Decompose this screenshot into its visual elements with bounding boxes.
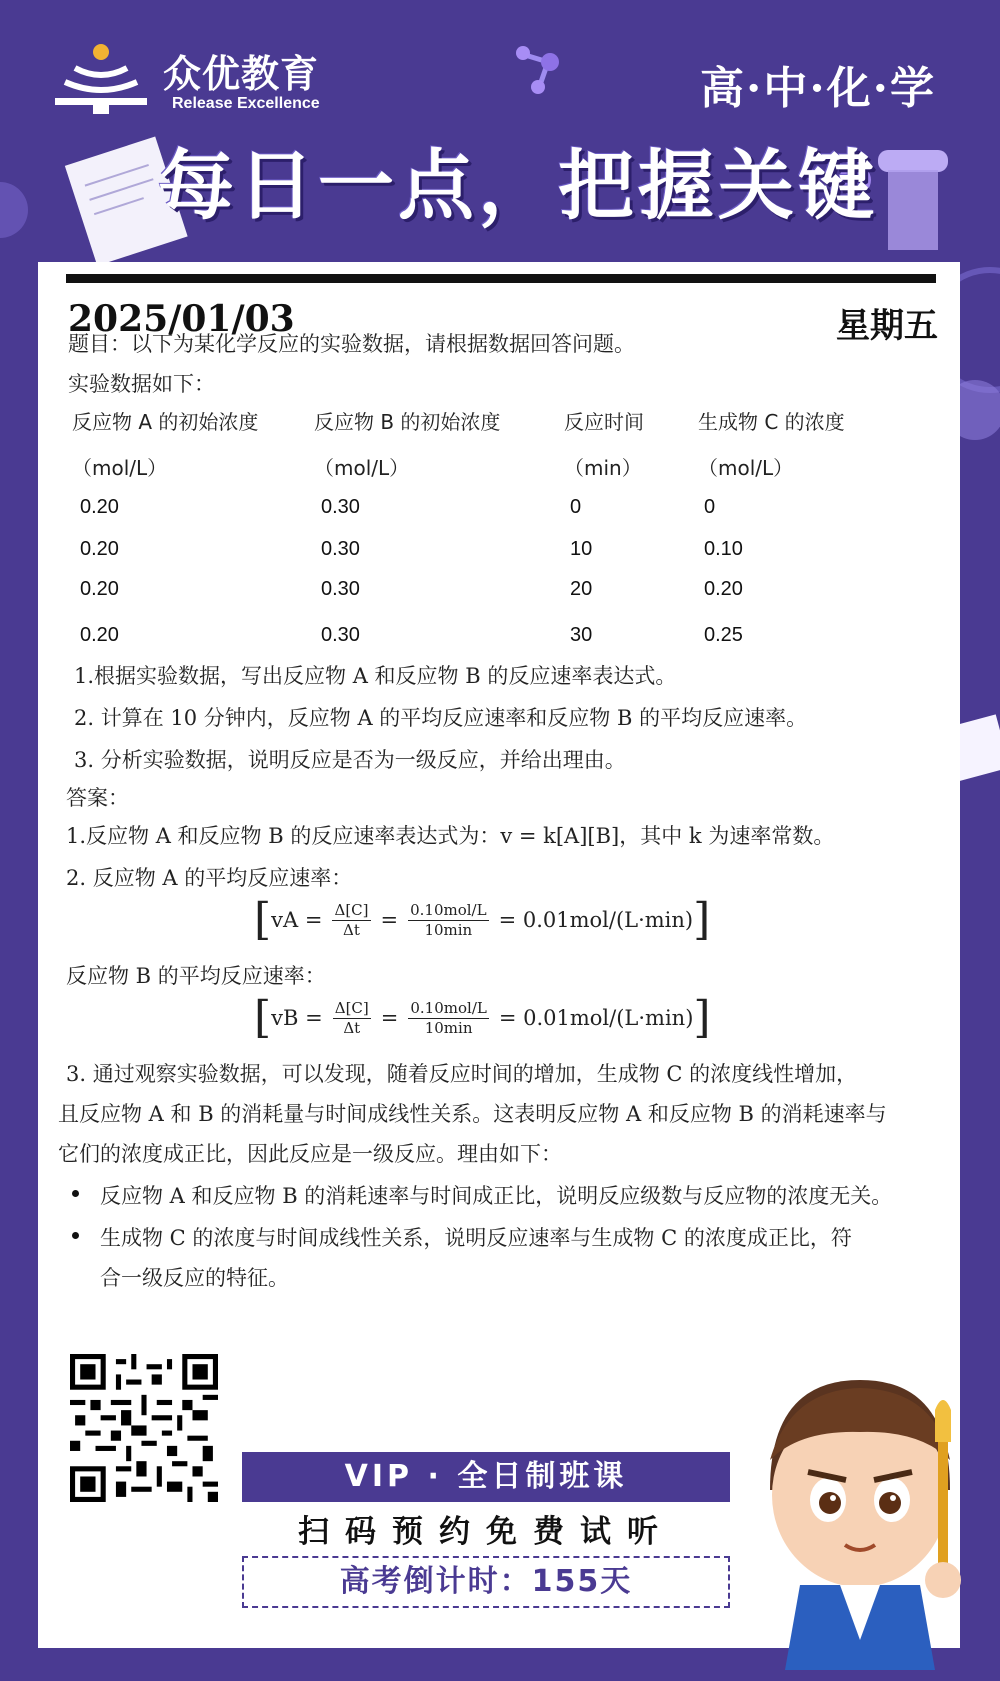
table-cell: 0.10 — [704, 538, 743, 560]
brand-logo — [55, 42, 147, 114]
qr-code[interactable] — [70, 1354, 218, 1502]
answer-3-line: 它们的浓度成正比，因此反应是一级反应。理由如下： — [58, 1142, 562, 1166]
formula-result: = 0.01mol/(L·min) — [498, 1006, 694, 1030]
table-header: 反应时间 — [564, 410, 644, 434]
table-cell: 0.20 — [80, 496, 119, 518]
table-cell: 20 — [570, 578, 593, 600]
bracket-open: [ — [254, 992, 272, 1043]
brand-name: 众优教育 — [163, 52, 320, 96]
table-unit: （mol/L） — [698, 456, 794, 480]
table-cell: 0.20 — [80, 624, 119, 646]
table-unit: （min） — [564, 456, 642, 480]
molecule-icon — [516, 46, 559, 94]
question-item: 1.根据实验数据，写出反应物 A 和反应物 B 的反应速率表达式。 — [74, 664, 677, 688]
table-header: 反应物 A 的初始浓度 — [72, 410, 259, 434]
equals-sign: = — [380, 908, 399, 932]
table-unit: （mol/L） — [72, 456, 168, 480]
table-cell: 10 — [570, 538, 593, 560]
date-label: 2025/01/03 — [68, 298, 295, 340]
formula-lhs: vA = — [271, 908, 323, 932]
table-cell: 0.25 — [704, 624, 743, 646]
question-text: 题目：以下为某化学反应的实验数据，请根据数据回答问题。 — [68, 332, 635, 356]
formula-fraction: $\frac{\Delta[C]}{\Delta t}$ — [334, 999, 369, 1037]
brand-tagline: Release Excellence — [172, 95, 320, 112]
formula-fraction-values: $\frac{\text{0.10mol/L}}{10\min}$ — [410, 999, 487, 1037]
table-cell: 0.20 — [80, 538, 119, 560]
bracket-open: [ — [254, 894, 272, 945]
answer-2-label: 2. 反应物 A 的平均反应速率： — [66, 866, 353, 890]
vip-banner[interactable]: VIP · 全日制班课 — [242, 1452, 730, 1502]
countdown-box: 高考倒计时：155天 — [242, 1556, 730, 1608]
table-cell: 0.30 — [321, 624, 360, 646]
bullet-dot — [72, 1190, 79, 1197]
mascot-character — [730, 1340, 990, 1670]
formula-b — [254, 992, 711, 1043]
question-item: 2. 计算在 10 分钟内，反应物 A 的平均反应速率和反应物 B 的平均反应速率。 — [74, 706, 808, 730]
scan-cta[interactable]: 扫码预约免费试听 — [298, 1514, 674, 1550]
table-cell: 0 — [570, 496, 582, 518]
table-cell: 0 — [704, 496, 716, 518]
bracket-close: ] — [693, 992, 711, 1043]
formula-lhs: vB = — [271, 1006, 323, 1030]
table-cell: 0.30 — [321, 538, 360, 560]
bracket-close: ] — [693, 894, 711, 945]
answer-2b-label: 反应物 B 的平均反应速率： — [66, 964, 326, 988]
table-header: 生成物 C 的浓度 — [698, 410, 845, 434]
bullet-item: 反应物 A 和反应物 B 的消耗速率与时间成正比，说明反应级数与反应物的浓度无关。 — [100, 1184, 893, 1208]
table-header: 反应物 B 的初始浓度 — [314, 410, 501, 434]
top-divider — [66, 274, 936, 283]
formula-fraction-values: $\frac{\text{0.10mol/L}}{10\min}$ — [410, 901, 487, 939]
answer-label: 答案： — [66, 786, 129, 810]
table-cell: 0.30 — [321, 578, 360, 600]
equals-sign: = — [380, 1006, 399, 1030]
answer-3-line: 3. 通过观察实验数据，可以发现，随着反应时间的增加，生成物 C 的浓度线性增加， — [66, 1062, 858, 1086]
subject-title: 高·中·化·学 — [700, 63, 936, 114]
bullet-item: 生成物 C 的浓度与时间成线性关系，说明反应速率与生成物 C 的浓度成正比，符 — [100, 1226, 852, 1250]
answer-3-line: 且反应物 A 和 B 的消耗量与时间成线性关系。这表明反应物 A 和反应物 B 的消耗速率与 — [58, 1102, 887, 1126]
answer-1: 1.反应物 A 和反应物 B 的反应速率表达式为：v = k[A][B]，其中 k 为速率常数。 — [66, 824, 835, 848]
bullet-dot — [72, 1232, 79, 1239]
table-cell: 0.30 — [321, 496, 360, 518]
slogan-headline: 每日一点，把握关键 — [158, 141, 878, 230]
formula-a — [254, 894, 711, 945]
table-unit: （mol/L） — [314, 456, 410, 480]
formula-fraction: $\frac{\Delta[C]}{\Delta t}$ — [334, 901, 369, 939]
bullet-item-continued: 合一级反应的特征。 — [100, 1266, 289, 1290]
table-cell: 30 — [570, 624, 593, 646]
table-cell: 0.20 — [704, 578, 743, 600]
table-cell: 0.20 — [80, 578, 119, 600]
data-intro: 实验数据如下： — [68, 372, 215, 396]
question-item: 3. 分析实验数据，说明反应是否为一级反应，并给出理由。 — [74, 748, 626, 772]
formula-result: = 0.01mol/(L·min) — [498, 908, 694, 932]
weekday-label: 星期五 — [836, 306, 938, 346]
